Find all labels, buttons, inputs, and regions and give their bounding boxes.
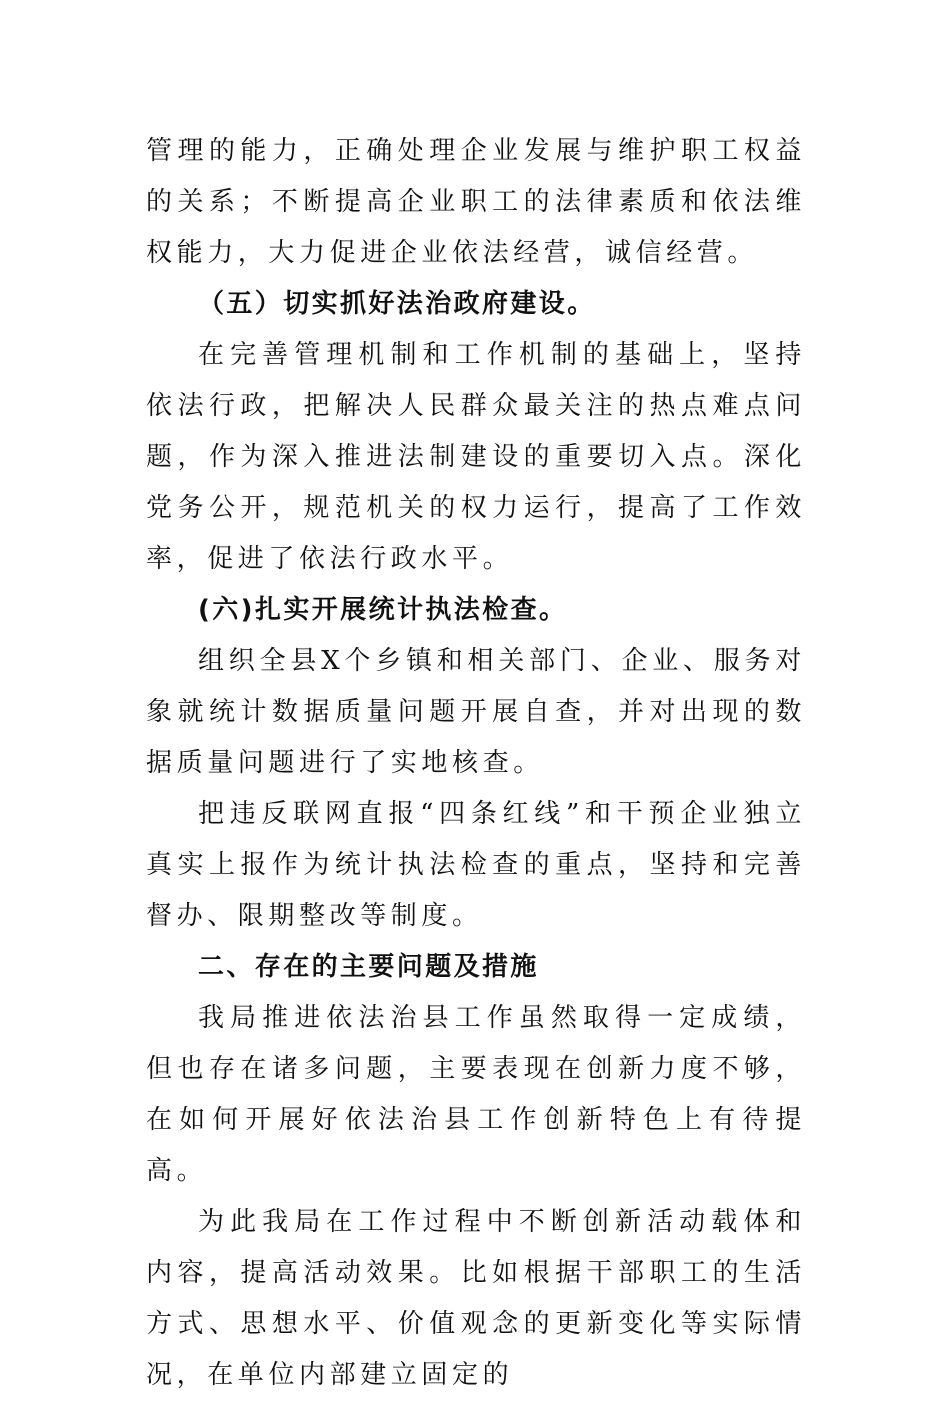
paragraph-rule-of-law-government: 在完善管理机制和工作机制的基础上，坚持依法行政，把解决人民群众最关注的热点难点问题，作为深入推进法制建设的重要切入点。深化党务公开，规范机关的权力运行，提高了工作效率，促进了依法行政水平。	[146, 340, 806, 574]
paragraph-continued: 管理的能力，正确处理企业发展与维护职工权益的关系；不断提高企业职工的法律素质和依法维权能力，大力促进企业依法经营，诚信经营。	[146, 136, 806, 268]
section-heading-five: （五）切实抓好法治政府建设。	[198, 289, 596, 319]
paragraph-problems: 我局推进依法治县工作虽然取得一定成绩，但也存在诸多问题，主要表现在创新力度不够，在如何开展好依法治县工作创新特色上有待提高。	[146, 1003, 806, 1186]
document-body	[146, 126, 806, 1401]
paragraph-measures: 为此我局在工作过程中不断创新活动载体和内容，提高活动效果。比如根据干部职工的生活方式、思想水平、价值观念的更新变化等实际情况，在单位内部建立固定的	[146, 1207, 806, 1390]
section-heading-six: (六)扎实开展统计执法检查。	[198, 595, 568, 625]
paragraph-inspection-focus: 把违反联网直报“四条红线”和干预企业独立真实上报作为统计执法检查的重点，坚持和完善督办、限期整改等制度。	[146, 799, 806, 931]
paragraph-self-inspection: 组织全县X个乡镇和相关部门、企业、服务对象就统计数据质量问题开展自查，并对出现的数据质量问题进行了实地核查。	[146, 646, 806, 778]
section-heading-problems: 二、存在的主要问题及措施	[198, 952, 539, 982]
